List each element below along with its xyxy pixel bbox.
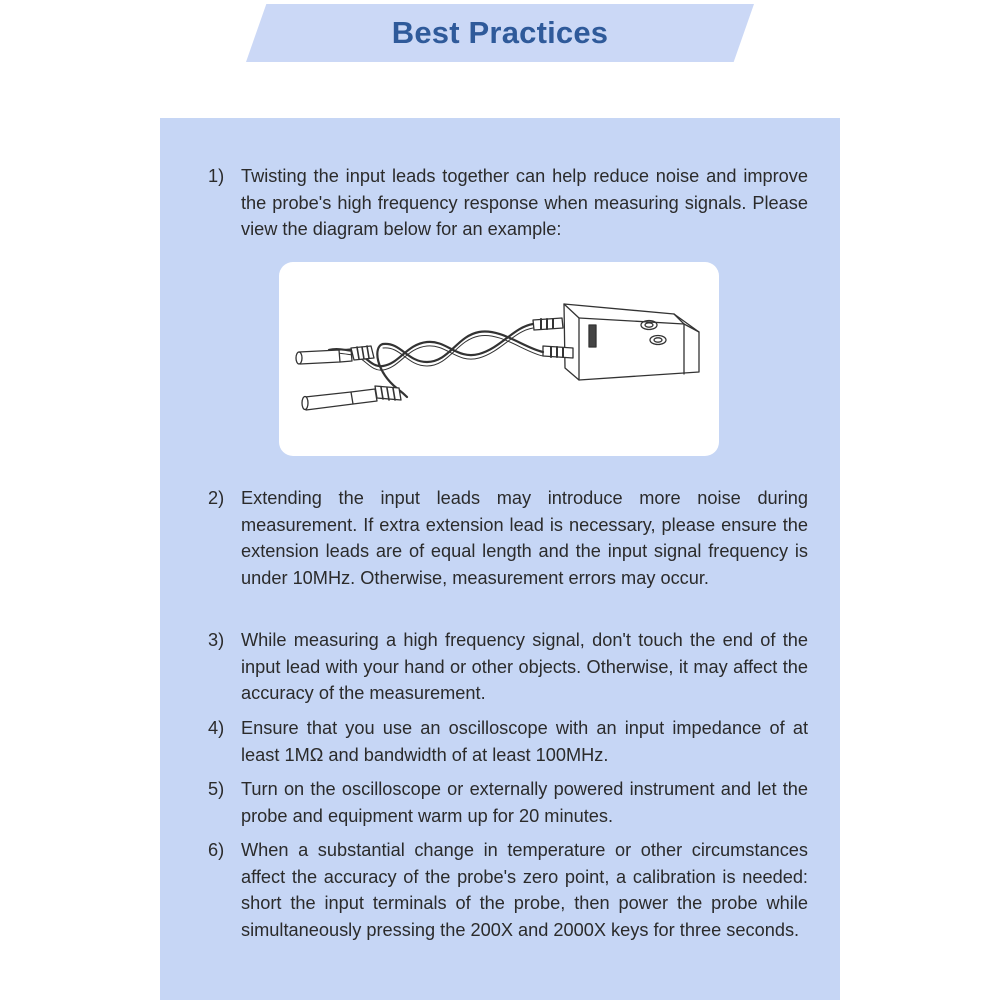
item-text: Twisting the input leads together can help reduce noise and improve the probe's high frequency response when measuring signals. Please view the diagram below for an example: <box>241 166 808 240</box>
item-number: 5) <box>208 779 225 799</box>
item-text: Turn on the oscilloscope or externally powered instrument and let the probe and equipment warm up for 20 minutes. <box>241 779 808 826</box>
item-number: 4) <box>208 718 225 738</box>
item-text: While measuring a high frequency signal, don't touch the end of the input lead with your hand or other objects. Otherwise, it may affect the accuracy of the measurement. <box>241 630 808 704</box>
list-item <box>208 485 808 591</box>
item-number: 6) <box>208 840 225 860</box>
item-number: 2) <box>208 488 225 508</box>
item-number: 3) <box>208 630 225 650</box>
item-text: Extending the input leads may introduce more noise during measurement. If extra extension lead is necessary, please ensure the extension leads are of equal length and the input signal frequency is under 10MHz. Otherwise, measurement errors may occur. <box>241 488 808 588</box>
list-item <box>208 627 808 707</box>
twisted-leads-diagram <box>279 262 719 456</box>
item-text: Ensure that you use an oscilloscope with an input impedance of at least 1MΩ and bandwidth of at least 100MHz. <box>241 718 808 765</box>
page-title: Best Practices <box>391 15 609 50</box>
list-item <box>208 715 808 768</box>
probe-illustration-icon <box>279 262 719 456</box>
list-item <box>208 837 808 943</box>
content-panel <box>160 118 840 1000</box>
item-number: 1) <box>208 166 225 186</box>
list-item <box>208 776 808 829</box>
item-text: When a substantial change in temperature or other circumstances affect the accuracy of the probe's zero point, a calibration is needed: short the input terminals of the probe, then power the probe while simultaneously pressing the 200X and 2000X keys for three seconds. <box>241 840 808 940</box>
list-item <box>208 163 808 243</box>
